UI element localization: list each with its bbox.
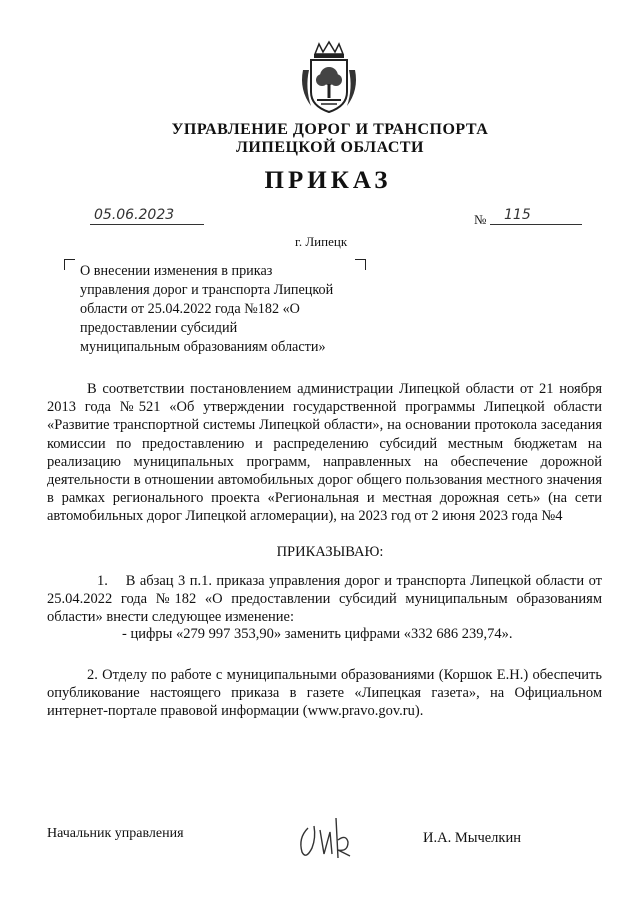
signer-name: И.А. Мычелкин bbox=[423, 830, 521, 846]
document-city: г. Липецк bbox=[295, 234, 348, 249]
order-word: ПРИКАЗЫВАЮ: bbox=[276, 544, 384, 560]
subject-line: предоставлении субсидий bbox=[80, 320, 238, 336]
subject-line: области от 25.04.2022 года №182 «О bbox=[80, 301, 300, 317]
preamble-paragraph: В соответствии постановлением администрации Липецкой области от 21 ноября 2013 года №521 «Об утверждении государственной программы Липецкой области «Развитие транспортной системы Липецкой области», на основании протокола заседания комиссии по предоставлению и распределению субсидий местным бюджетам на реализацию муниципальных программ, направленных на обеспечение дорожной деятельности в отношении автомобильных дорог общего пользования местного значения в рамках регионального проекта «Региональная и местная дорожная сеть» (на сети автомобильных дорог Липецкой агломерации), на 2023 год от 2 июня 2023 года №4 bbox=[47, 381, 602, 525]
organization-name-line2: ЛИПЕЦКОЙ ОБЛАСТИ bbox=[236, 139, 424, 156]
coat-of-arms-icon bbox=[297, 40, 361, 118]
subject-bracket-left bbox=[64, 259, 75, 270]
handwritten-signature bbox=[290, 808, 360, 868]
subject-line: О внесении изменения в приказ bbox=[80, 263, 273, 279]
signer-title: Начальник управления bbox=[47, 826, 184, 841]
organization-name-line1: УПРАВЛЕНИЕ ДОРОГ И ТРАНСПОРТА bbox=[171, 121, 489, 138]
document-subject bbox=[80, 262, 380, 357]
subject-line: муниципальным образованиям области» bbox=[80, 339, 326, 355]
number-sign: № bbox=[474, 212, 487, 227]
order-item-1: 1. В абзац 3 п.1. приказа управления дорог и транспорта Липецкой области от 25.04.2022 года №182 «О предоставлении субсидий муниципальным образованиям области» внести следующее изменение: bbox=[47, 573, 606, 626]
document-date: 05.06.2023 bbox=[90, 206, 204, 225]
document-number: 115 bbox=[490, 206, 582, 225]
subject-line: управления дорог и транспорта Липецкой bbox=[80, 282, 334, 298]
order-item-2: 2. Отделу по работе с муниципальными образованиями (Коршок Е.Н.) обеспечить опубликование настоящего приказа в газете «Липецкая газета», на Официальном интернет-портале правовой информации (www.pravo.gov.ru). bbox=[47, 667, 602, 720]
order-item-1-change: - цифры «279 997 353,90» заменить цифрами «332 686 239,74». bbox=[122, 626, 513, 642]
document-type-title: ПРИКАЗ bbox=[264, 167, 392, 194]
